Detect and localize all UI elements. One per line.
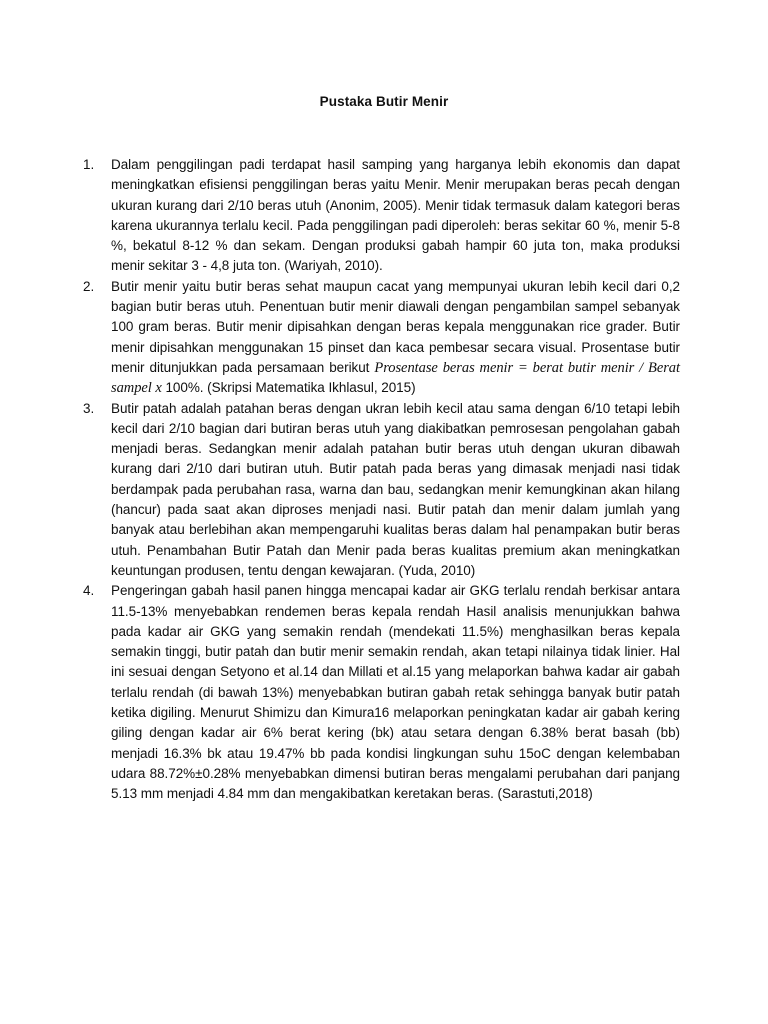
percentage-formula: Prosentase beras menir = berat butir menir / Berat sampel x xyxy=(111,359,680,397)
item-text-after-formula: 100%. (Skripsi Matematika Ikhlasul, 2015) xyxy=(161,380,416,396)
list-item xyxy=(83,581,680,804)
list-item xyxy=(83,155,680,277)
item-number: 4. xyxy=(83,583,95,599)
item-number: 3. xyxy=(83,400,95,416)
item-text: Dalam penggilingan padi terdapat hasil samping yang harganya lebih ekonomis dan dapat meningkatkan efisiensi penggilingan beras yaitu Menir. Menir merupakan beras pecah dengan ukuran kurang dari 2/10 beras utuh (Anonim, 2005). Menir tidak termasuk dalam kategori beras karena ukurannya terlalu kecil. Pada penggilingan padi diperoleh: beras sekitar 60 %, menir 5-8 %, bekatul 8-12 % dan sekam. Dengan produksi gabah hampir 60 juta ton, maka produksi menir sekitar 3 - 4,8 juta ton. (Wariyah, 2010). xyxy=(111,157,680,274)
item-text: Butir menir yaitu butir beras sehat maupun cacat yang mempunyai ukuran lebih kecil dari 0,2 bagian butir beras utuh. Penentuan butir menir diawali dengan pengambilan sampel sebanyak 100 gram beras. Butir menir dipisahkan dengan beras kepala menggunakan rice grader. Butir menir dipisahkan menggunakan 15 pinset dan kaca pembesar secara visual. Prosentase butir menir ditunjukkan pada persamaan berikut xyxy=(111,278,680,375)
item-text: Butir patah adalah patahan beras dengan ukran lebih kecil atau sama dengan 6/10 tetapi lebih kecil dari 2/10 bagian dari butiran beras utuh yang diakibatkan pemrosesan pengolahan gabah menjadi beras. Sedangkan menir adalah patahan butir beras utuh dengan ukuran dibawah kurang dari 2/10 dari butiran utuh. Butir patah pada beras yang dimasak menjadi nasi tidak berdampak pada perubahan rasa, warna dan bau, sedangkan menir kemungkinan akan hilang (hancur) pada saat akan diproses menjadi nasi. Butir patah dan menir dalam jumlah yang banyak atau berlebihan akan mempengaruhi kualitas beras dalam hal penampakan butir beras utuh. Penambahan Butir Patah dan Menir pada beras kualitas premium akan meningkatkan keuntungan produsen, tentu dengan kewajaran. (Yuda, 2010) xyxy=(111,400,680,578)
item-text-container xyxy=(111,277,680,399)
list-item xyxy=(83,399,680,582)
document-title: Pustaka Butir Menir xyxy=(319,94,449,109)
list-item xyxy=(83,277,680,399)
item-text: Pengeringan gabah hasil panen hingga mencapai kadar air GKG terlalu rendah berkisar antara 11.5-13% menyebabkan rendemen beras kepala rendah Hasil analisis menunjukkan bahwa pada kadar air GKG yang semakin rendah (mendekati 11.5%) menghasilkan beras kepala semakin tinggi, butir patah dan butir menir semakin rendah, akan tetapi nilainya tidak linier. Hal ini sesuai dengan Setyono et al.14 dan Millati et al.15 yang melaporkan bahwa kadar air gabah terlalu rendah (di bawah 13%) menyebabkan butiran gabah retak sehingga banyak butir patah ketika digiling. Menurut Shimizu dan Kimura16 melaporkan peningkatan kadar air gabah kering giling dengan kadar air 6% berat kering (bk) atau setara dengan 6.38% berat basah (bb) menjadi 16.3% bk atau 19.47% bb pada kondisi lingkungan suhu 15oC dengan kelembaban udara 88.72%±0.28% menyebabkan dimensi butiran beras mengalami perubahan dari panjang 5.13 mm menjadi 4.84 mm dan mengakibatkan keretakan beras. (Sarastuti,2018) xyxy=(111,583,680,802)
item-number: 2. xyxy=(83,278,95,294)
item-number: 1. xyxy=(83,157,95,172)
reference-list xyxy=(83,155,680,805)
